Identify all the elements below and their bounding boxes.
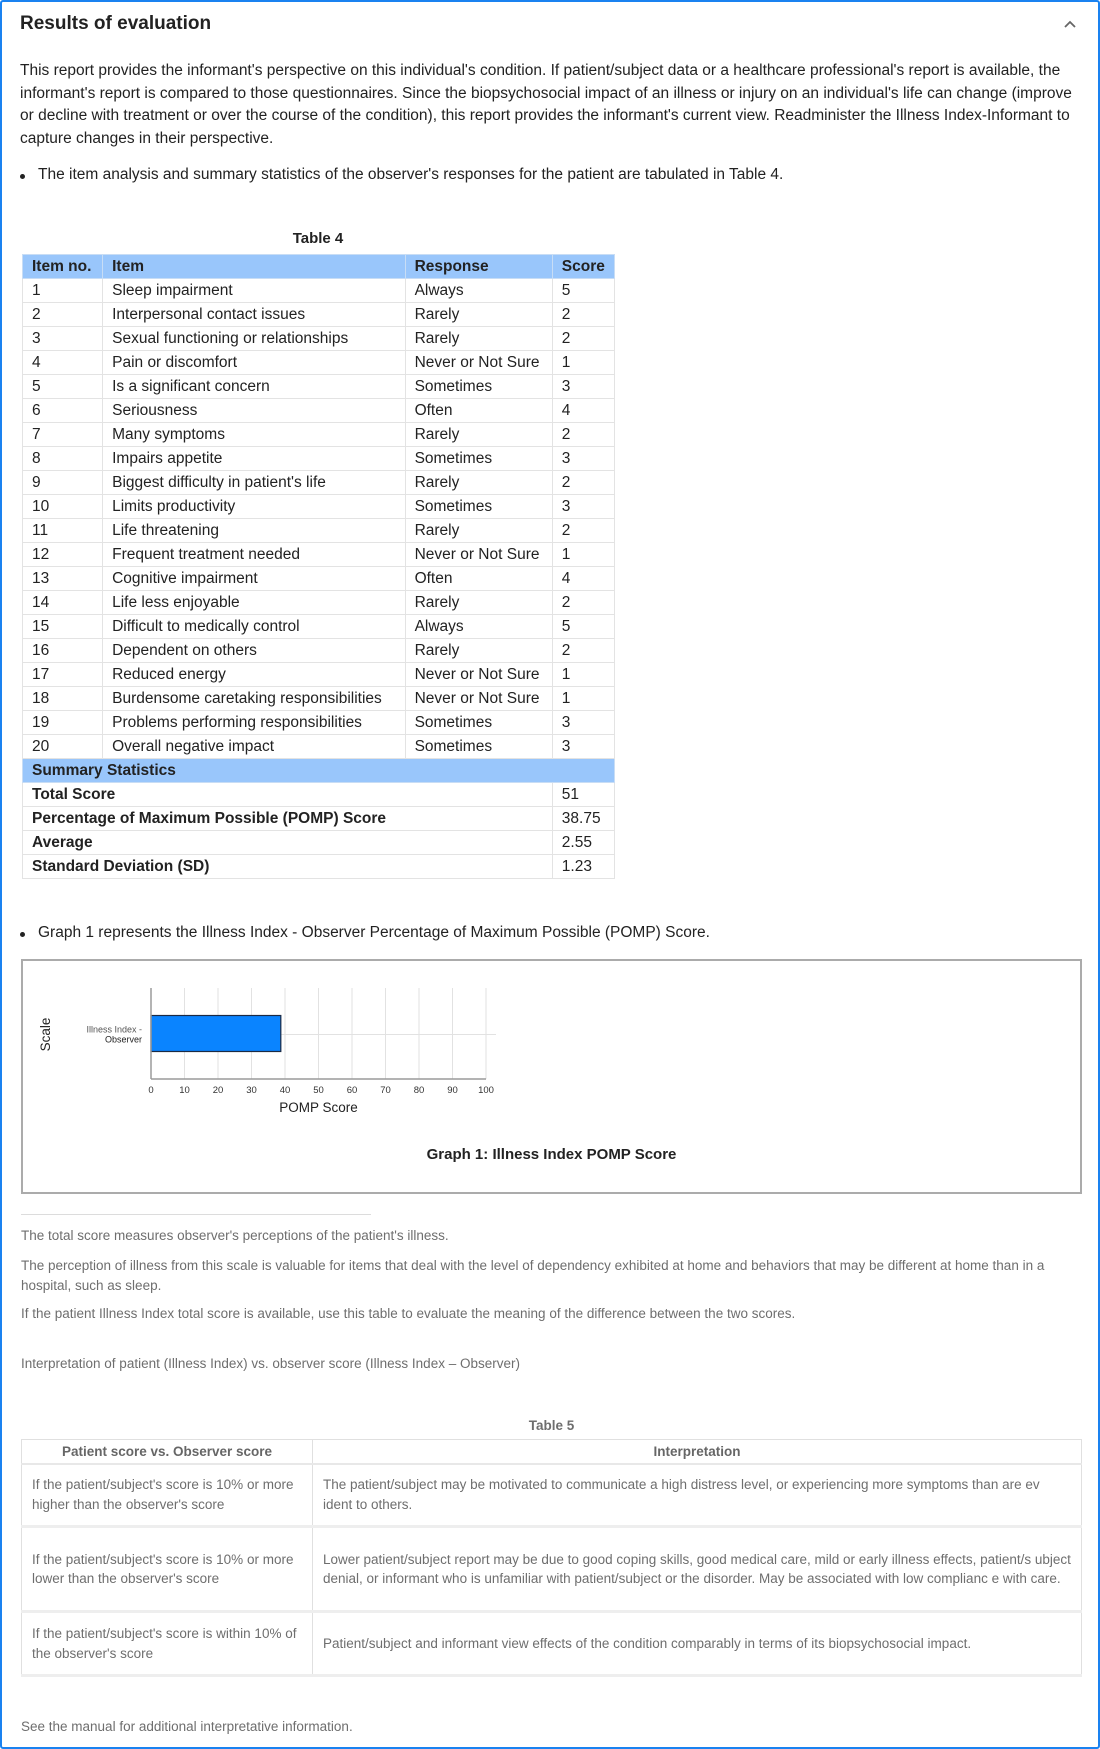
item-no-cell: 18 bbox=[23, 687, 103, 711]
note-use-table: If the patient Illness Index total score is available, use this table to evaluate the meaning of the difference between the two scores. bbox=[21, 1306, 796, 1321]
score-cell: 2 bbox=[552, 327, 614, 351]
item-cell: Sexual functioning or relationships bbox=[103, 327, 405, 351]
x-tick-label: 70 bbox=[380, 1085, 391, 1096]
item-cell: Dependent on others bbox=[103, 639, 405, 663]
x-tick-label: 50 bbox=[313, 1085, 324, 1096]
table5 bbox=[21, 1439, 1082, 1677]
table4-row bbox=[23, 423, 615, 447]
note-interpretation-heading: Interpretation of patient (Illness Index) vs. observer score (Illness Index – Observer) bbox=[21, 1356, 520, 1371]
comparison-cell: If the patient/subject's score is 10% or more higher than the observer's score bbox=[22, 1464, 313, 1527]
table4-row bbox=[23, 375, 615, 399]
table4 bbox=[22, 254, 615, 879]
response-cell: Sometimes bbox=[405, 375, 552, 399]
item-no-cell: 13 bbox=[23, 567, 103, 591]
item-no-cell: 15 bbox=[23, 615, 103, 639]
summary-label: Percentage of Maximum Possible (POMP) Score bbox=[23, 807, 553, 831]
item-cell: Impairs appetite bbox=[103, 447, 405, 471]
item-cell: Problems performing responsibilities bbox=[103, 711, 405, 735]
table4-row bbox=[23, 711, 615, 735]
item-no-cell: 6 bbox=[23, 399, 103, 423]
score-cell: 3 bbox=[552, 447, 614, 471]
col-header-interpretation: Interpretation bbox=[313, 1440, 1082, 1464]
table4-row bbox=[23, 639, 615, 663]
item-cell: Life less enjoyable bbox=[103, 591, 405, 615]
x-tick-label: 0 bbox=[148, 1085, 154, 1096]
x-tick-label: 80 bbox=[413, 1085, 425, 1096]
item-cell: Seriousness bbox=[103, 399, 405, 423]
table4-row bbox=[23, 327, 615, 351]
item-cell: Cognitive impairment bbox=[103, 567, 405, 591]
table5-row bbox=[22, 1464, 1082, 1527]
summary-value: 1.23 bbox=[552, 855, 614, 879]
chart-title: Graph 1: Illness Index POMP Score bbox=[426, 1146, 677, 1163]
response-cell: Rarely bbox=[405, 591, 552, 615]
panel-header[interactable] bbox=[20, 12, 1080, 42]
item-no-cell: 8 bbox=[23, 447, 103, 471]
table4-row bbox=[23, 519, 615, 543]
table5-header-row bbox=[22, 1440, 1082, 1464]
comparison-cell: If the patient/subject's score is within 10% of the observer's score bbox=[22, 1612, 313, 1676]
score-cell: 3 bbox=[552, 711, 614, 735]
item-cell: Overall negative impact bbox=[103, 735, 405, 759]
response-cell: Rarely bbox=[405, 423, 552, 447]
summary-label: Standard Deviation (SD) bbox=[23, 855, 553, 879]
category-label: Illness Index - bbox=[86, 1024, 142, 1035]
item-no-cell: 11 bbox=[23, 519, 103, 543]
summary-header: Summary Statistics bbox=[23, 759, 615, 783]
item-no-cell: 2 bbox=[23, 303, 103, 327]
table4-row bbox=[23, 591, 615, 615]
score-cell: 2 bbox=[552, 639, 614, 663]
pomp-bar-chart bbox=[23, 961, 1080, 1141]
col-header-score: Score bbox=[552, 255, 614, 279]
bullet-table4 bbox=[28, 166, 783, 184]
item-cell: Interpersonal contact issues bbox=[103, 303, 405, 327]
table4-row bbox=[23, 447, 615, 471]
table4-row bbox=[23, 399, 615, 423]
bullet-graph1 bbox=[28, 924, 710, 942]
col-header-comparison: Patient score vs. Observer score bbox=[22, 1440, 313, 1464]
table4-row bbox=[23, 495, 615, 519]
summary-label: Total Score bbox=[23, 783, 553, 807]
summary-value: 38.75 bbox=[552, 807, 614, 831]
response-cell: Always bbox=[405, 279, 552, 303]
y-axis-label: Scale bbox=[38, 1017, 53, 1052]
item-no-cell: 4 bbox=[23, 351, 103, 375]
chevron-up-icon[interactable] bbox=[1062, 16, 1078, 32]
x-tick-label: 40 bbox=[279, 1085, 291, 1096]
score-cell: 3 bbox=[552, 735, 614, 759]
table5-caption: Table 5 bbox=[528, 1418, 575, 1433]
summary-row bbox=[23, 855, 615, 879]
interpretation-cell: Lower patient/subject report may be due to good coping skills, good medical care, mild or early illness effects, patient/s ubject denial, or informant who is unfamiliar with patient/subject or the disorder. May be associated with low complianc e with care. bbox=[313, 1527, 1082, 1612]
item-cell: Frequent treatment needed bbox=[103, 543, 405, 567]
table4-row bbox=[23, 687, 615, 711]
item-cell: Pain or discomfort bbox=[103, 351, 405, 375]
item-cell: Life threatening bbox=[103, 519, 405, 543]
divider bbox=[21, 1214, 371, 1215]
item-no-cell: 20 bbox=[23, 735, 103, 759]
item-no-cell: 10 bbox=[23, 495, 103, 519]
score-cell: 1 bbox=[552, 663, 614, 687]
bar-0 bbox=[151, 1016, 281, 1052]
response-cell: Sometimes bbox=[405, 711, 552, 735]
category-label: Observer bbox=[104, 1034, 142, 1045]
summary-label: Average bbox=[23, 831, 553, 855]
response-cell: Often bbox=[405, 399, 552, 423]
item-cell: Burdensome caretaking responsibilities bbox=[103, 687, 405, 711]
summary-value: 2.55 bbox=[552, 831, 614, 855]
response-cell: Rarely bbox=[405, 519, 552, 543]
table4-row bbox=[23, 735, 615, 759]
response-cell: Never or Not Sure bbox=[405, 351, 552, 375]
col-header-item: Item bbox=[103, 255, 405, 279]
response-cell: Never or Not Sure bbox=[405, 687, 552, 711]
score-cell: 5 bbox=[552, 279, 614, 303]
score-cell: 3 bbox=[552, 495, 614, 519]
item-cell: Reduced energy bbox=[103, 663, 405, 687]
col-header-response: Response bbox=[405, 255, 552, 279]
item-cell: Biggest difficulty in patient's life bbox=[103, 471, 405, 495]
score-cell: 4 bbox=[552, 399, 614, 423]
table4-row bbox=[23, 279, 615, 303]
x-tick-label: 60 bbox=[346, 1085, 358, 1096]
item-cell: Is a significant concern bbox=[103, 375, 405, 399]
response-cell: Never or Not Sure bbox=[405, 663, 552, 687]
score-cell: 1 bbox=[552, 543, 614, 567]
footer-note: See the manual for additional interpretative information. bbox=[21, 1719, 353, 1734]
item-cell: Many symptoms bbox=[103, 423, 405, 447]
bullet-text: The item analysis and summary statistics of the observer's responses for the patient are tabulated in Table 4. bbox=[38, 166, 784, 183]
summary-row bbox=[23, 807, 615, 831]
table4-row bbox=[23, 543, 615, 567]
table4-row bbox=[23, 351, 615, 375]
score-cell: 5 bbox=[552, 615, 614, 639]
item-no-cell: 7 bbox=[23, 423, 103, 447]
score-cell: 2 bbox=[552, 423, 614, 447]
score-cell: 1 bbox=[552, 351, 614, 375]
response-cell: Sometimes bbox=[405, 735, 552, 759]
item-cell: Difficult to medically control bbox=[103, 615, 405, 639]
table5-row bbox=[22, 1527, 1082, 1612]
score-cell: 3 bbox=[552, 375, 614, 399]
summary-row bbox=[23, 783, 615, 807]
response-cell: Sometimes bbox=[405, 495, 552, 519]
item-no-cell: 12 bbox=[23, 543, 103, 567]
response-cell: Rarely bbox=[405, 303, 552, 327]
comparison-cell: If the patient/subject's score is 10% or more lower than the observer's score bbox=[22, 1527, 313, 1612]
score-cell: 2 bbox=[552, 591, 614, 615]
x-tick-label: 20 bbox=[212, 1085, 224, 1096]
response-cell: Rarely bbox=[405, 639, 552, 663]
interpretation-cell: The patient/subject may be motivated to communicate a high distress level, or experiencing more symptoms than are ev ident to others. bbox=[313, 1464, 1082, 1527]
summary-value: 51 bbox=[552, 783, 614, 807]
x-tick-label: 30 bbox=[246, 1085, 257, 1096]
item-cell: Sleep impairment bbox=[103, 279, 405, 303]
item-no-cell: 5 bbox=[23, 375, 103, 399]
table4-header-row bbox=[23, 255, 615, 279]
col-header-item-no: Item no. bbox=[23, 255, 103, 279]
bullet-text: Graph 1 represents the Illness Index - Observer Percentage of Maximum Possible (POMP) Score. bbox=[38, 924, 710, 941]
note-total-score: The total score measures observer's perceptions of the patient's illness. bbox=[21, 1228, 449, 1243]
table4-row bbox=[23, 471, 615, 495]
item-no-cell: 16 bbox=[23, 639, 103, 663]
response-cell: Never or Not Sure bbox=[405, 543, 552, 567]
score-cell: 4 bbox=[552, 567, 614, 591]
x-tick-label: 100 bbox=[478, 1085, 494, 1096]
response-cell: Always bbox=[405, 615, 552, 639]
table4-row bbox=[23, 615, 615, 639]
response-cell: Rarely bbox=[405, 327, 552, 351]
item-no-cell: 17 bbox=[23, 663, 103, 687]
item-no-cell: 14 bbox=[23, 591, 103, 615]
x-tick-label: 90 bbox=[447, 1085, 458, 1096]
item-no-cell: 1 bbox=[23, 279, 103, 303]
item-cell: Limits productivity bbox=[103, 495, 405, 519]
x-axis-label: POMP Score bbox=[279, 1100, 358, 1115]
score-cell: 2 bbox=[552, 303, 614, 327]
item-no-cell: 9 bbox=[23, 471, 103, 495]
table4-row bbox=[23, 663, 615, 687]
response-cell: Rarely bbox=[405, 471, 552, 495]
note-perception: The perception of illness from this scale is valuable for items that deal with the level of dependency exhibited at home and behaviors that may be different at home than in a hospital, such as sleep. bbox=[21, 1258, 1045, 1293]
summary-row bbox=[23, 831, 615, 855]
response-cell: Often bbox=[405, 567, 552, 591]
table4-row bbox=[23, 303, 615, 327]
table4-row bbox=[23, 567, 615, 591]
table5-row bbox=[22, 1612, 1082, 1676]
x-tick-label: 10 bbox=[179, 1085, 190, 1096]
summary-header-row bbox=[23, 759, 615, 783]
item-no-cell: 19 bbox=[23, 711, 103, 735]
response-cell: Sometimes bbox=[405, 447, 552, 471]
score-cell: 1 bbox=[552, 687, 614, 711]
graph1-container bbox=[21, 959, 1082, 1194]
table4-caption: Table 4 bbox=[292, 230, 344, 247]
intro-paragraph: This report provides the informant's perspective on this individual's condition. If patient/subject data or a healthcare professional's report is available, the informant's report is compared to those questionnaires. Since the biopsychosocial impact of an illness or injury on an individual's life can change (improve or decline with treatment or over the course of the condition), this report provides the informant's current view. Readminister the Illness Index-Informant to capture changes in their perspective. bbox=[20, 62, 1072, 147]
item-no-cell: 3 bbox=[23, 327, 103, 351]
score-cell: 2 bbox=[552, 471, 614, 495]
score-cell: 2 bbox=[552, 519, 614, 543]
interpretation-cell: Patient/subject and informant view effects of the condition comparably in terms of its biopsychosocial impact. bbox=[313, 1612, 1082, 1676]
panel-title: Results of evaluation bbox=[20, 13, 212, 34]
